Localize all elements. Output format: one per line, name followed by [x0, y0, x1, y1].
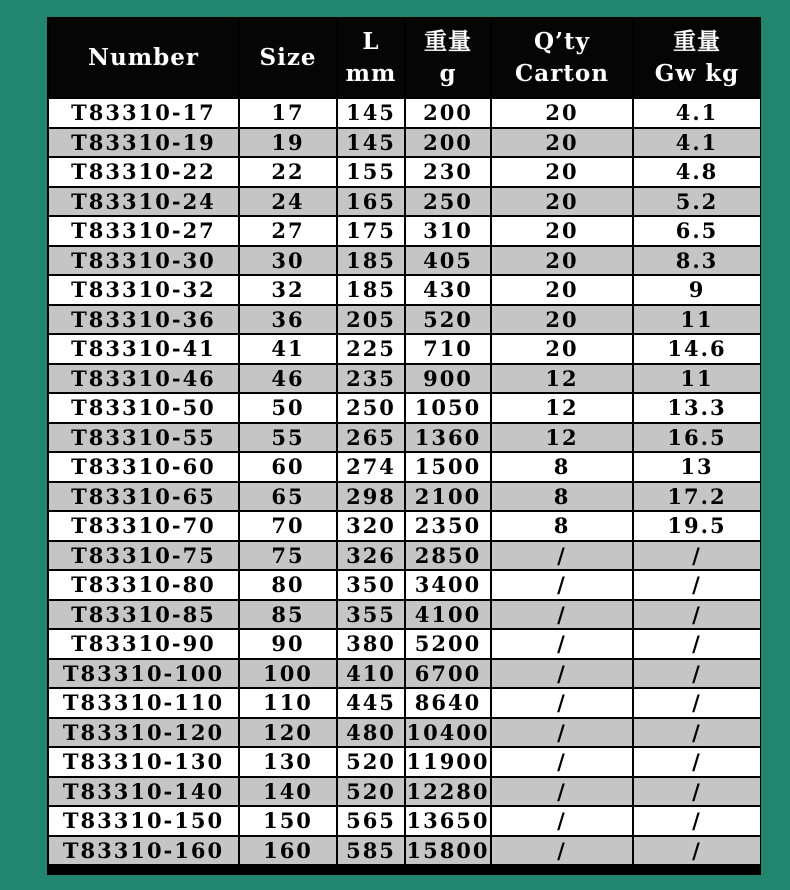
cell-length: 185	[338, 247, 406, 277]
cell-size: 46	[240, 365, 338, 395]
cell-gross-weight: /	[634, 542, 760, 572]
cell-gross-weight: 14.6	[634, 335, 760, 365]
cell-number: T83310-30	[49, 247, 240, 277]
cell-qty: 12	[492, 365, 634, 395]
cell-size: 41	[240, 335, 338, 365]
cell-number: T83310-17	[49, 99, 240, 129]
table-row	[49, 542, 760, 572]
cell-length: 235	[338, 365, 406, 395]
table-row	[49, 453, 760, 483]
cell-size: 36	[240, 306, 338, 336]
cell-size: 19	[240, 129, 338, 159]
cell-size: 60	[240, 453, 338, 483]
table-row	[49, 217, 760, 247]
cell-weight: 430	[406, 276, 492, 306]
cell-size: 85	[240, 601, 338, 631]
cell-qty: 20	[492, 276, 634, 306]
cell-weight: 520	[406, 306, 492, 336]
cell-number: T83310-150	[49, 807, 240, 837]
spec-table	[49, 19, 760, 864]
header-weight	[406, 19, 492, 99]
cell-weight: 230	[406, 158, 492, 188]
cell-gross-weight: /	[634, 660, 760, 690]
cell-gross-weight: /	[634, 837, 760, 865]
cell-length: 350	[338, 571, 406, 601]
cell-weight: 405	[406, 247, 492, 277]
cell-weight: 710	[406, 335, 492, 365]
table-row	[49, 276, 760, 306]
cell-gross-weight: 13	[634, 453, 760, 483]
cell-number: T83310-100	[49, 660, 240, 690]
cell-number: T83310-90	[49, 630, 240, 660]
cell-length: 145	[338, 129, 406, 159]
cell-gross-weight: /	[634, 689, 760, 719]
cell-qty: 20	[492, 188, 634, 218]
table-row	[49, 306, 760, 336]
header-size: Size	[240, 19, 338, 99]
cell-length: 205	[338, 306, 406, 336]
cell-weight: 4100	[406, 601, 492, 631]
cell-number: T83310-70	[49, 512, 240, 542]
table-row	[49, 512, 760, 542]
cell-qty: 20	[492, 247, 634, 277]
cell-weight: 1500	[406, 453, 492, 483]
cell-length: 298	[338, 483, 406, 513]
cell-size: 55	[240, 424, 338, 454]
cell-gross-weight: /	[634, 807, 760, 837]
cell-length: 480	[338, 719, 406, 749]
cell-length: 380	[338, 630, 406, 660]
table-row	[49, 99, 760, 129]
header-weight-label: 重量	[424, 28, 472, 55]
table-row	[49, 483, 760, 513]
cell-number: T83310-60	[49, 453, 240, 483]
cell-size: 75	[240, 542, 338, 572]
cell-number: T83310-50	[49, 394, 240, 424]
table-row	[49, 247, 760, 277]
cell-weight: 5200	[406, 630, 492, 660]
cell-qty: /	[492, 778, 634, 808]
cell-size: 27	[240, 217, 338, 247]
cell-length: 520	[338, 778, 406, 808]
cell-qty: /	[492, 689, 634, 719]
cell-gross-weight: /	[634, 630, 760, 660]
header-length-label: L	[362, 28, 380, 55]
cell-qty: 12	[492, 424, 634, 454]
cell-size: 24	[240, 188, 338, 218]
cell-length: 265	[338, 424, 406, 454]
cell-length: 445	[338, 689, 406, 719]
cell-size: 32	[240, 276, 338, 306]
cell-number: T83310-24	[49, 188, 240, 218]
cell-size: 65	[240, 483, 338, 513]
cell-number: T83310-22	[49, 158, 240, 188]
cell-weight: 310	[406, 217, 492, 247]
cell-gross-weight: 9	[634, 276, 760, 306]
cell-number: T83310-55	[49, 424, 240, 454]
cell-gross-weight: /	[634, 748, 760, 778]
cell-number: T83310-27	[49, 217, 240, 247]
cell-number: T83310-85	[49, 601, 240, 631]
table-row	[49, 129, 760, 159]
cell-size: 160	[240, 837, 338, 865]
cell-qty: /	[492, 660, 634, 690]
table-row	[49, 689, 760, 719]
cell-length: 355	[338, 601, 406, 631]
cell-qty: /	[492, 630, 634, 660]
cell-weight: 10400	[406, 719, 492, 749]
cell-number: T83310-110	[49, 689, 240, 719]
cell-weight: 200	[406, 129, 492, 159]
cell-gross-weight: 5.2	[634, 188, 760, 218]
cell-qty: 8	[492, 512, 634, 542]
cell-qty: /	[492, 719, 634, 749]
cell-qty: /	[492, 571, 634, 601]
table-row	[49, 158, 760, 188]
cell-qty: 20	[492, 99, 634, 129]
cell-qty: /	[492, 807, 634, 837]
cell-qty: 12	[492, 394, 634, 424]
cell-qty: 20	[492, 335, 634, 365]
cell-length: 410	[338, 660, 406, 690]
cell-number: T83310-36	[49, 306, 240, 336]
cell-weight: 13650	[406, 807, 492, 837]
table-row	[49, 365, 760, 395]
cell-size: 100	[240, 660, 338, 690]
cell-qty: 20	[492, 158, 634, 188]
cell-number: T83310-75	[49, 542, 240, 572]
table-row	[49, 660, 760, 690]
cell-gross-weight: 17.2	[634, 483, 760, 513]
cell-gross-weight: 6.5	[634, 217, 760, 247]
cell-size: 140	[240, 778, 338, 808]
cell-length: 145	[338, 99, 406, 129]
cell-gross-weight: 13.3	[634, 394, 760, 424]
cell-number: T83310-19	[49, 129, 240, 159]
cell-length: 565	[338, 807, 406, 837]
cell-length: 326	[338, 542, 406, 572]
cell-gross-weight: 11	[634, 365, 760, 395]
cell-size: 70	[240, 512, 338, 542]
table-row	[49, 748, 760, 778]
cell-weight: 6700	[406, 660, 492, 690]
cell-number: T83310-32	[49, 276, 240, 306]
header-row	[49, 19, 760, 99]
header-gross-weight	[634, 19, 760, 99]
cell-qty: /	[492, 601, 634, 631]
cell-length: 185	[338, 276, 406, 306]
cell-length: 225	[338, 335, 406, 365]
header-length-unit: mm	[345, 60, 397, 87]
cell-weight: 11900	[406, 748, 492, 778]
header-qty	[492, 19, 634, 99]
cell-weight: 900	[406, 365, 492, 395]
cell-number: T83310-80	[49, 571, 240, 601]
header-number: Number	[49, 19, 240, 99]
cell-number: T83310-41	[49, 335, 240, 365]
cell-length: 175	[338, 217, 406, 247]
cell-weight: 2100	[406, 483, 492, 513]
cell-number: T83310-65	[49, 483, 240, 513]
cell-weight: 250	[406, 188, 492, 218]
cell-gross-weight: 4.1	[634, 129, 760, 159]
cell-weight: 3400	[406, 571, 492, 601]
table-row	[49, 837, 760, 865]
cell-length: 155	[338, 158, 406, 188]
cell-size: 17	[240, 99, 338, 129]
cell-qty: /	[492, 542, 634, 572]
cell-length: 274	[338, 453, 406, 483]
cell-gross-weight: 19.5	[634, 512, 760, 542]
table-row	[49, 571, 760, 601]
table-row	[49, 424, 760, 454]
table-row	[49, 719, 760, 749]
cell-length: 320	[338, 512, 406, 542]
cell-size: 50	[240, 394, 338, 424]
cell-length: 585	[338, 837, 406, 865]
cell-gross-weight: 8.3	[634, 247, 760, 277]
cell-size: 110	[240, 689, 338, 719]
cell-qty: 20	[492, 217, 634, 247]
cell-number: T83310-160	[49, 837, 240, 865]
table-row	[49, 601, 760, 631]
cell-gross-weight: /	[634, 719, 760, 749]
table-row	[49, 394, 760, 424]
cell-weight: 1050	[406, 394, 492, 424]
table-row	[49, 630, 760, 660]
table-row	[49, 778, 760, 808]
cell-weight: 8640	[406, 689, 492, 719]
cell-gross-weight: /	[634, 571, 760, 601]
cell-gross-weight: /	[634, 601, 760, 631]
cell-length: 250	[338, 394, 406, 424]
cell-size: 130	[240, 748, 338, 778]
cell-qty: /	[492, 748, 634, 778]
cell-number: T83310-140	[49, 778, 240, 808]
cell-gross-weight: 4.8	[634, 158, 760, 188]
cell-qty: 8	[492, 483, 634, 513]
cell-number: T83310-120	[49, 719, 240, 749]
cell-size: 120	[240, 719, 338, 749]
header-qty-unit: Carton	[514, 60, 609, 87]
cell-size: 90	[240, 630, 338, 660]
cell-qty: 20	[492, 129, 634, 159]
cell-number: T83310-130	[49, 748, 240, 778]
cell-length: 165	[338, 188, 406, 218]
cell-number: T83310-46	[49, 365, 240, 395]
table-row	[49, 188, 760, 218]
table-row	[49, 335, 760, 365]
cell-qty: 20	[492, 306, 634, 336]
cell-weight: 1360	[406, 424, 492, 454]
header-gross-label: 重量	[673, 28, 721, 55]
cell-size: 30	[240, 247, 338, 277]
cell-gross-weight: 16.5	[634, 424, 760, 454]
cell-weight: 12280	[406, 778, 492, 808]
header-qty-label: Q’ty	[533, 28, 591, 55]
cell-gross-weight: 11	[634, 306, 760, 336]
cell-qty: 8	[492, 453, 634, 483]
cell-weight: 200	[406, 99, 492, 129]
cell-qty: /	[492, 837, 634, 865]
cell-weight: 2850	[406, 542, 492, 572]
cell-length: 520	[338, 748, 406, 778]
cell-size: 150	[240, 807, 338, 837]
cell-weight: 15800	[406, 837, 492, 865]
header-weight-unit: g	[439, 60, 457, 87]
cell-gross-weight: 4.1	[634, 99, 760, 129]
header-length	[338, 19, 406, 99]
header-gross-unit: Gw kg	[654, 60, 740, 87]
cell-size: 22	[240, 158, 338, 188]
cell-gross-weight: /	[634, 778, 760, 808]
table-row	[49, 807, 760, 837]
cell-weight: 2350	[406, 512, 492, 542]
cell-size: 80	[240, 571, 338, 601]
